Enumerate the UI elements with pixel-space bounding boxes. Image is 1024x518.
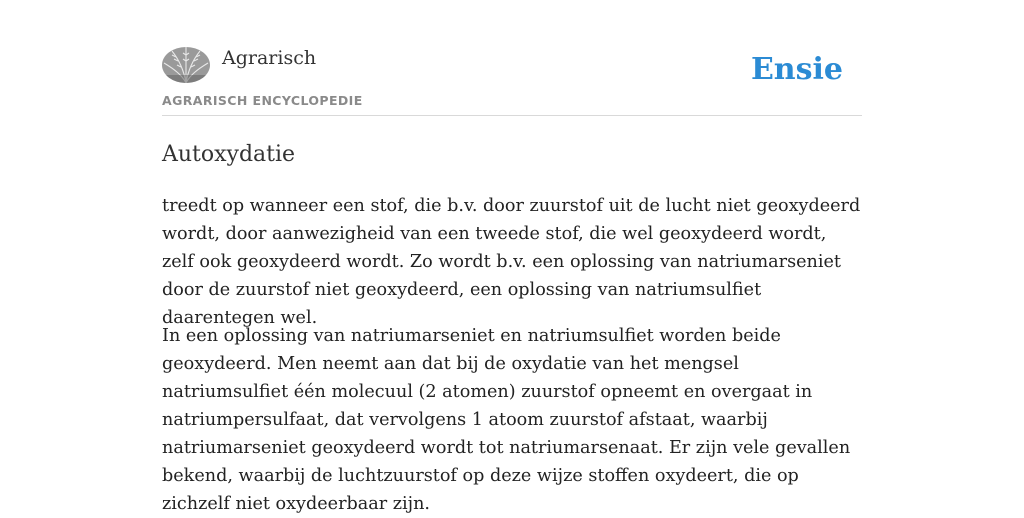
article-paragraph: In een oplossing van natriumarseniet en natriumsulfiet worden beide geoxydeerd. Men neemt aan dat bij de oxydatie van het mengsel natriumsulfiet één molecuul (2 atomen) zuurstof opneemt en overgaat in natriumpersulfaat, dat vervolgens 1 atoom zuurstof afstaat, waarbij natriumarseniet geoxydeerd wordt tot natriumarsenaat. Er zijn vele gevallen bekend, waarbij de luchtzuurstof op deze wijze stoffen oxydeert, die op zichzelf niet oxydeerbaar zijn. <box>162 326 851 514</box>
source-subtitle: AGRARISCH ENCYCLOPEDIE <box>162 93 363 108</box>
brand-logo[interactable]: Ensie <box>750 52 843 87</box>
article-paragraph: treedt op wanneer een stof, die b.v. door zuurstof uit de lucht niet geoxydeerd wordt, door aanwezigheid van een tweede stof, die wel geoxydeerd wordt, zelf ook geoxydeerd wordt. Zo wordt b.v. een oplossing van natriumarseniet door de zuurstof niet geoxydeerd, een oplossing van natriumsulfiet daarentegen wel. <box>162 196 861 328</box>
page-title: Autoxydatie <box>162 142 296 167</box>
header <box>162 0 862 116</box>
article-page <box>162 0 862 514</box>
source-name[interactable]: Agrarisch <box>222 47 317 69</box>
wheat-logo-icon <box>162 47 210 83</box>
